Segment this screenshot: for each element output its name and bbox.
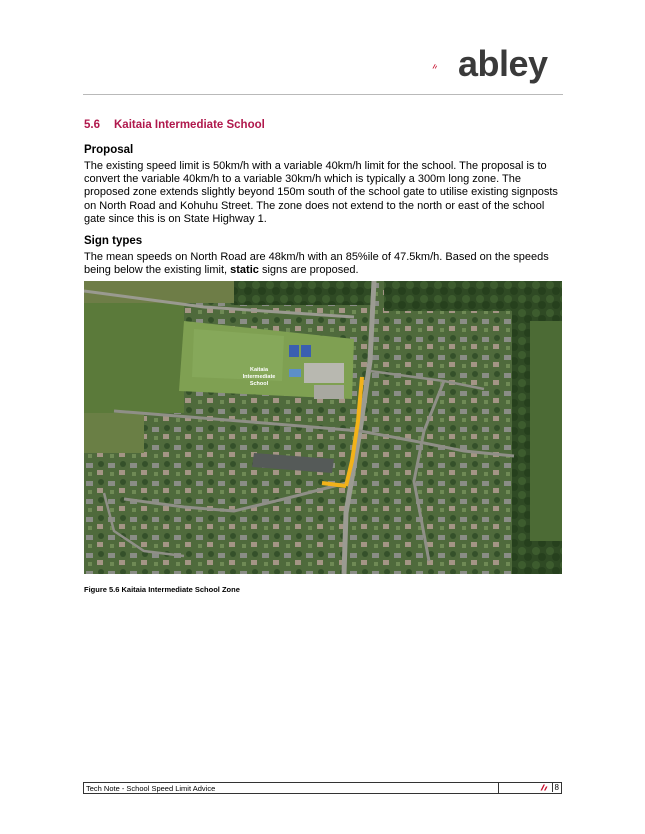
sign-types-heading: Sign types xyxy=(84,235,143,247)
footer-right xyxy=(540,783,559,792)
section-title: Kaitaia Intermediate School xyxy=(114,119,265,131)
abley-mark-icon xyxy=(540,784,550,791)
abley-logo: abley xyxy=(458,43,548,84)
header-rule xyxy=(83,94,563,95)
school-label-line3: School xyxy=(249,381,269,387)
sign-types-text-1: The mean speeds on North Road are 48km/h with an 85%ile of 47.5km/h. Based on the speeds being below the existing limit, xyxy=(84,251,549,277)
footer-title: Tech Note - School Speed Limit Advice xyxy=(86,784,216,793)
school-label-line1: Kaitaia xyxy=(249,367,269,373)
figure-caption: Figure 5.6 Kaitaia Intermediate School Zone xyxy=(84,585,240,594)
section-heading xyxy=(84,119,265,131)
sign-types-text-2: signs are proposed. xyxy=(258,264,359,277)
section-number: 5.6 xyxy=(84,119,100,131)
aerial-map xyxy=(84,281,562,574)
proposal-heading: Proposal xyxy=(84,144,134,156)
footer-bar xyxy=(83,782,562,794)
sign-types-paragraph xyxy=(84,251,564,277)
school-label-line2: Intermediate xyxy=(242,374,276,380)
page-number: 8 xyxy=(552,783,559,792)
sign-types-text-bold: static xyxy=(230,264,259,277)
footer-divider xyxy=(498,783,499,793)
proposal-paragraph: The existing speed limit is 50km/h with a variable 40km/h limit for the school. The proposal is to convert the variable 40km/h to a variable 30km/h which is typically a 300m long zone. The proposed zone extends slightly beyond 150m south of the school gate to utilise existing signposts on North Road and Kohuhu Street. The zone does not extend to the north or east of the school gate since this is on State Highway 1. xyxy=(84,160,558,225)
